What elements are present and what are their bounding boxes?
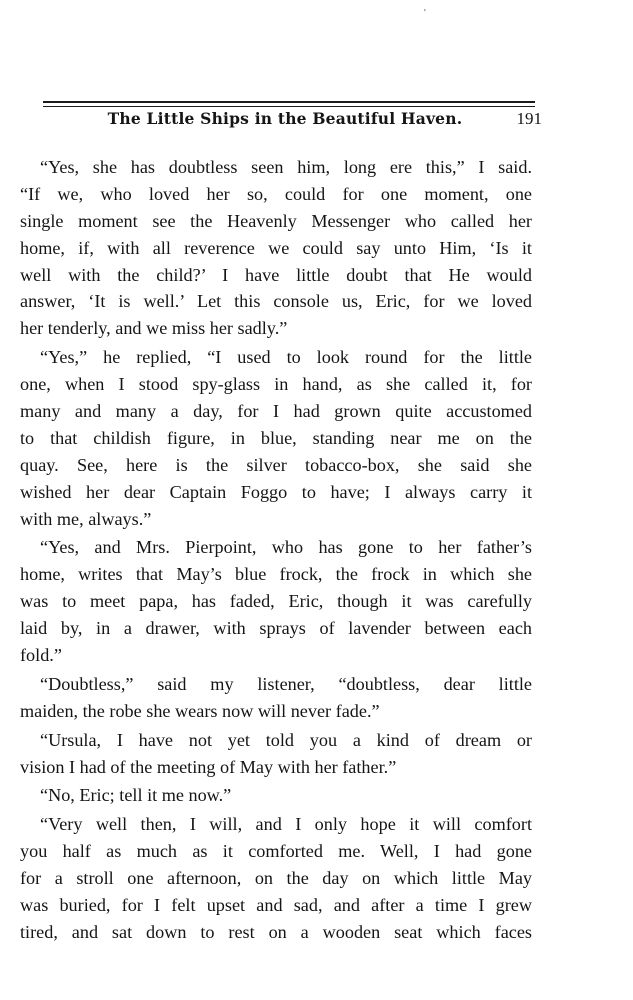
text-line: “Ursula, I have not yet told you a kind of dream or bbox=[40, 729, 532, 750]
text-line: maiden, the robe she wears now will never fade.” bbox=[20, 700, 380, 721]
page-number: 191 bbox=[516, 109, 542, 128]
print-speck: ' bbox=[424, 8, 426, 19]
text-line: many and many a day, for I had grown quite accustomed bbox=[20, 401, 532, 422]
text-line: home, if, with all reverence we could say unto Him, ‘Is it bbox=[20, 237, 532, 258]
text-line: was buried, for I felt upset and sad, and after a time I grew bbox=[20, 895, 532, 916]
text-line: for a stroll one afternoon, on the day on which little May bbox=[20, 868, 532, 889]
text-line: “Yes,” he replied, “I used to look round for the little bbox=[40, 347, 532, 368]
text-line: vision I had of the meeting of May with her father.” bbox=[20, 756, 397, 777]
paragraph bbox=[20, 727, 532, 781]
text-line: “Yes, and Mrs. Pierpoint, who has gone to her father’s bbox=[40, 537, 532, 558]
text-line: with me, always.” bbox=[20, 508, 152, 529]
text-line: well with the child?’ I have little doubt that He would bbox=[20, 264, 532, 285]
header-rule-thin bbox=[43, 106, 535, 107]
text-line: was to meet papa, has faded, Eric, though it was carefully bbox=[20, 591, 532, 612]
paragraph bbox=[20, 534, 532, 668]
text-line: answer, ‘It is well.’ Let this console us, Eric, for we loved bbox=[20, 291, 532, 312]
text-line: to that childish figure, in blue, standing near me on the bbox=[20, 427, 532, 448]
running-title: The Little Ships in the Beautiful Haven. bbox=[107, 109, 463, 128]
text-line: her tenderly, and we miss her sadly.” bbox=[20, 318, 288, 339]
text-line: laid by, in a drawer, with sprays of lavender between each bbox=[20, 618, 532, 639]
paragraph bbox=[20, 671, 532, 725]
text-line: you half as much as it comforted me. Well, I had gone bbox=[20, 841, 532, 862]
text-line: “Very well then, I will, and I only hope it will comfort bbox=[40, 814, 532, 835]
paragraph bbox=[20, 811, 532, 945]
paragraph bbox=[20, 344, 532, 532]
text-line: tired, and sat down to rest on a wooden seat which faces bbox=[20, 921, 532, 942]
text-line: “If we, who loved her so, could for one moment, one bbox=[20, 183, 532, 204]
text-line: quay. See, here is the silver tobacco-box, she said she bbox=[20, 454, 532, 475]
text-line: one, when I stood spy-glass in hand, as she called it, for bbox=[20, 374, 532, 395]
text-line: fold.” bbox=[20, 645, 62, 666]
text-line: wished her dear Captain Foggo to have; I always carry it bbox=[20, 481, 532, 502]
text-line: home, writes that May’s blue frock, the frock in which she bbox=[20, 564, 532, 585]
text-line: single moment see the Heavenly Messenger who called her bbox=[20, 210, 532, 231]
text-line: “Yes, she has doubtless seen him, long ere this,” I said. bbox=[40, 157, 532, 177]
paragraph bbox=[20, 782, 532, 809]
header-rule-thick bbox=[43, 101, 535, 103]
body-text bbox=[20, 154, 532, 946]
paragraph bbox=[20, 154, 532, 342]
text-line: “No, Eric; tell it me now.” bbox=[40, 785, 232, 806]
text-line: “Doubtless,” said my listener, “doubtless, dear little bbox=[40, 673, 532, 694]
